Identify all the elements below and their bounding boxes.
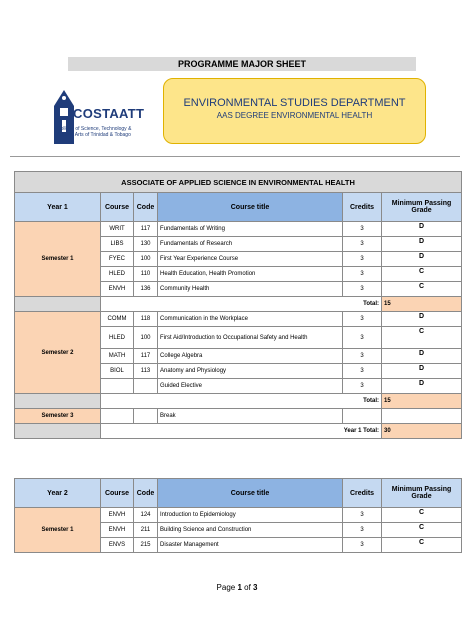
credits-cell: 3 [343,222,382,237]
title-cell: Communication in the Workplace [158,312,343,327]
title-cell: Fundamentals of Research [158,237,343,252]
title-cell: Break [158,409,343,424]
course-cell: LIBS [101,237,134,252]
year2-table [14,478,462,553]
credits-cell: 3 [343,327,382,349]
header-year: Year 2 [15,479,101,508]
grade-cell: D [382,379,462,394]
grade-cell: D [382,222,462,237]
department-box [163,78,426,144]
code-cell: 124 [134,508,158,523]
course-cell: ENVH [101,508,134,523]
credits-cell: 3 [343,282,382,297]
credits-cell: 3 [343,252,382,267]
code-cell [134,379,158,394]
code-cell: 117 [134,349,158,364]
footer-prefix: Page [216,583,238,592]
title-cell: College Algebra [158,349,343,364]
code-cell: 100 [134,252,158,267]
sheet-title: PROGRAMME MAJOR SHEET [68,57,416,71]
grade-cell: D [382,349,462,364]
course-cell [101,379,134,394]
logo-subtitle: College of Science, Technology & Applied Arts of Trinidad & Tobago [57,126,132,138]
grade-cell: C [382,267,462,282]
header-grade: Minimum Passing Grade [382,479,462,508]
header-credits: Credits [343,193,382,222]
course-cell: BIOL [101,364,134,379]
header-title: Course title [158,479,343,508]
divider [10,156,460,157]
page-footer [0,583,474,592]
year1-table [14,171,462,439]
header-credits: Credits [343,479,382,508]
total-credits: 15 [382,297,462,312]
table-row [15,222,462,237]
table-banner: ASSOCIATE OF APPLIED SCIENCE IN ENVIRONMENTAL HEALTH [15,172,462,193]
grade-cell: C [382,327,462,349]
header-course: Course [101,479,134,508]
grade-cell: D [382,237,462,252]
header-course: Course [101,193,134,222]
code-cell: 130 [134,237,158,252]
title-cell: Introduction to Epidemiology [158,508,343,523]
credits-cell: 3 [343,312,382,327]
credits-cell: 3 [343,523,382,538]
header-code: Code [134,479,158,508]
credits-cell: 3 [343,349,382,364]
title-cell: Fundamentals of Writing [158,222,343,237]
total-credits: 15 [382,394,462,409]
grade-cell: D [382,364,462,379]
code-cell: 113 [134,364,158,379]
credits-cell: 3 [343,364,382,379]
table-header-row [15,479,462,508]
code-cell: 136 [134,282,158,297]
title-cell: Disaster Management [158,538,343,553]
code-cell: 118 [134,312,158,327]
title-cell: Building Science and Construction [158,523,343,538]
grade-cell: C [382,282,462,297]
course-cell: ENVH [101,523,134,538]
credits-cell: 3 [343,538,382,553]
title-cell: Guided Elective [158,379,343,394]
grade-cell: C [382,523,462,538]
grade-cell: C [382,508,462,523]
table-row [15,409,462,424]
year-total-credits: 30 [382,424,462,439]
year-total-label: Year 1 Total: [101,424,382,439]
code-cell: 110 [134,267,158,282]
credits-cell: 3 [343,508,382,523]
year-total-row [15,424,462,439]
header-grade: Minimum Passing Grade [382,193,462,222]
code-cell: 215 [134,538,158,553]
semester-label: Semester 1 [15,508,101,553]
code-cell: 211 [134,523,158,538]
course-cell: ENVS [101,538,134,553]
footer-middle: of [241,583,254,592]
header-year: Year 1 [15,193,101,222]
table-row [15,312,462,327]
title-cell: First Year Experience Course [158,252,343,267]
semester-label: Semester 3 [15,409,101,424]
semester-label: Semester 1 [15,222,101,297]
total-label: Total: [101,394,382,409]
page-total: 3 [253,583,258,592]
total-label: Total: [101,297,382,312]
header-title: Course title [158,193,343,222]
total-row [15,394,462,409]
title-cell: Health Education, Health Promotion [158,267,343,282]
table-row [15,508,462,523]
table-header-row [15,193,462,222]
course-cell: FYEC [101,252,134,267]
credits-cell: 3 [343,267,382,282]
title-cell: Anatomy and Physiology [158,364,343,379]
title-cell: First Aid/Introduction to Occupational Safety and Health [158,327,343,349]
logo-name: COSTAATT [73,106,145,121]
page-number: 1 [237,583,242,592]
title-cell: Community Health [158,282,343,297]
course-cell: MATH [101,349,134,364]
course-cell: HLED [101,267,134,282]
header-code: Code [134,193,158,222]
credits-cell: 3 [343,237,382,252]
grade-cell: D [382,252,462,267]
degree-name: AAS DEGREE ENVIRONMENTAL HEALTH [216,111,373,120]
total-row [15,297,462,312]
grade-cell: D [382,312,462,327]
course-cell: WRIT [101,222,134,237]
course-cell: COMM [101,312,134,327]
code-cell: 100 [134,327,158,349]
credits-cell: 3 [343,379,382,394]
code-cell: 117 [134,222,158,237]
course-cell: ENVH [101,282,134,297]
grade-cell: C [382,538,462,553]
course-cell: HLED [101,327,134,349]
semester-label: Semester 2 [15,312,101,394]
department-name: ENVIRONMENTAL STUDIES DEPARTMENT [183,97,406,109]
